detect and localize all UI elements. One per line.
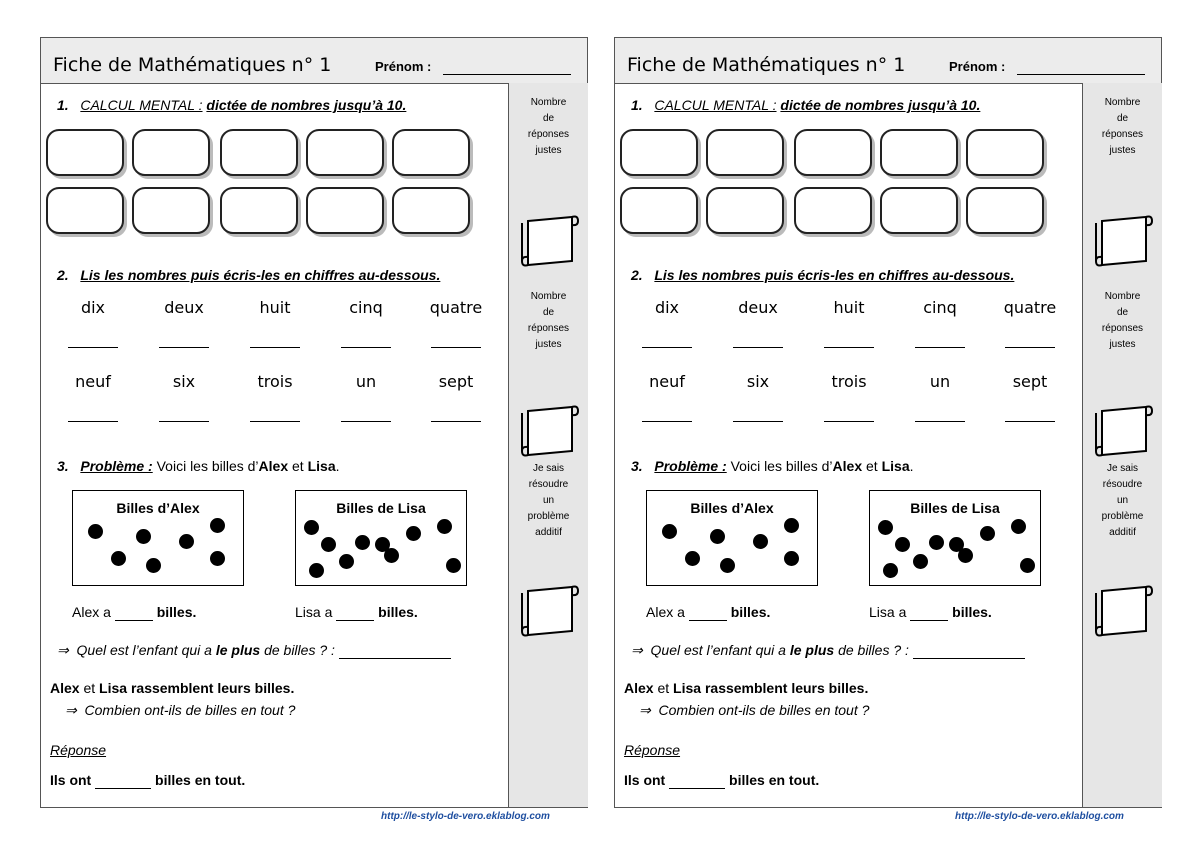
- number-word: neuf: [649, 372, 685, 391]
- prenom-field[interactable]: [443, 74, 571, 75]
- number-word: un: [929, 372, 951, 391]
- digit-answer-line[interactable]: [824, 421, 874, 422]
- marble: [309, 563, 324, 578]
- marble: [136, 529, 151, 544]
- marble: [720, 558, 735, 573]
- name-lisa: Lisa: [673, 680, 702, 696]
- eval-label-line: justes: [535, 339, 562, 350]
- eval-label-line: de: [1116, 307, 1129, 318]
- answer-box[interactable]: [966, 129, 1044, 176]
- marble: [662, 524, 677, 539]
- marble: [878, 520, 893, 535]
- digit-answer-line[interactable]: [341, 421, 391, 422]
- marble: [210, 518, 225, 533]
- problem-intro: Voici les billes d’: [730, 458, 833, 474]
- marble: [437, 519, 452, 534]
- answer-box[interactable]: [880, 187, 958, 234]
- marble: [685, 551, 700, 566]
- arrow-icon: ⇒: [631, 642, 643, 658]
- marble: [88, 524, 103, 539]
- number-word: trois: [257, 372, 293, 391]
- eval-label-line: Nombre: [1104, 97, 1141, 108]
- problem-intro: Voici les billes d’: [156, 458, 259, 474]
- eval-label-line: un: [1116, 495, 1129, 506]
- number-word: cinq: [349, 298, 383, 317]
- question-most: [57, 642, 451, 659]
- digit-answer-line[interactable]: [642, 421, 692, 422]
- question-text: de billes ? :: [264, 642, 335, 658]
- number-word: huit: [833, 298, 865, 317]
- marble: [929, 535, 944, 550]
- answer-box[interactable]: [966, 187, 1044, 234]
- digit-answer-line[interactable]: [824, 347, 874, 348]
- marble: [784, 551, 799, 566]
- marble: [1011, 519, 1026, 534]
- eval-label-line: Nombre: [530, 97, 567, 108]
- section-title-prefix: CALCUL MENTAL :: [80, 97, 203, 113]
- alex-marbles-box: [646, 490, 818, 586]
- eval-label-line: problème: [527, 511, 570, 522]
- answer-box[interactable]: [132, 129, 210, 176]
- scroll-score-icon[interactable]: [520, 583, 580, 639]
- section-number: 2.: [631, 267, 643, 283]
- marble: [895, 537, 910, 552]
- section-title-rest: dictée de nombres jusqu’à 10.: [780, 97, 981, 113]
- answer-box[interactable]: [794, 129, 872, 176]
- digit-answer-line[interactable]: [159, 421, 209, 422]
- section-2-title: [57, 267, 440, 283]
- lisa-a-label: Lisa a: [869, 604, 907, 620]
- conjunction: et: [83, 680, 96, 696]
- digit-answer-line[interactable]: [431, 347, 481, 348]
- answer-sentence: [624, 772, 819, 789]
- digit-answer-line[interactable]: [915, 347, 965, 348]
- conjunction: et: [657, 680, 670, 696]
- section-title: Lis les nombres puis écris-les en chiffres au-dessous.: [654, 267, 1015, 283]
- question-text: Quel est l’enfant qui a: [76, 642, 212, 658]
- lisa-count-line: [295, 604, 418, 621]
- section-title-prefix: CALCUL MENTAL :: [654, 97, 777, 113]
- number-word: huit: [259, 298, 291, 317]
- answer-box[interactable]: [132, 187, 210, 234]
- gather-sentence: [624, 680, 868, 696]
- en-tout-label: billes en tout.: [155, 772, 246, 788]
- question-text: Quel est l’enfant qui a: [650, 642, 786, 658]
- answer-box[interactable]: [392, 129, 470, 176]
- eval-label-line: justes: [1109, 339, 1136, 350]
- number-word: sept: [1012, 372, 1048, 391]
- eval-label-line: de: [542, 307, 555, 318]
- arrow-icon: ⇒: [57, 642, 69, 658]
- ils-ont-label: Ils ont: [50, 772, 92, 788]
- prenom-field[interactable]: [1017, 74, 1145, 75]
- eval-label-line: problème: [1101, 511, 1144, 522]
- page-title: Fiche de Mathématiques n° 1: [53, 54, 332, 76]
- reponse-label: Réponse: [624, 742, 681, 758]
- total-answer-blank[interactable]: [669, 772, 725, 789]
- number-word: sept: [438, 372, 474, 391]
- eval-label-line: de: [1116, 113, 1129, 124]
- number-word: trois: [831, 372, 867, 391]
- section-number: 1.: [631, 97, 643, 113]
- name-alex: Alex: [624, 680, 654, 696]
- eval-label-line: réponses: [527, 323, 570, 334]
- section-3-title: [57, 458, 340, 474]
- eval-label-line: un: [542, 495, 555, 506]
- question-text: Combien ont-ils de billes en tout ?: [658, 702, 870, 718]
- number-word: quatre: [1003, 298, 1057, 317]
- scroll-score-icon[interactable]: [1094, 213, 1154, 269]
- name-alex: Alex: [258, 458, 289, 474]
- marble: [355, 535, 370, 550]
- question-emphasis: le plus: [215, 642, 261, 658]
- marble: [321, 537, 336, 552]
- marble: [980, 526, 995, 541]
- marble: [883, 563, 898, 578]
- marble: [710, 529, 725, 544]
- question-text: de billes ? :: [838, 642, 909, 658]
- marble: [446, 558, 461, 573]
- marble: [913, 554, 928, 569]
- eval-label-line: justes: [1109, 145, 1136, 156]
- answer-box[interactable]: [306, 187, 384, 234]
- section-number: 2.: [57, 267, 69, 283]
- name-alex: Alex: [50, 680, 80, 696]
- eval-label-line: résoudre: [1102, 479, 1143, 490]
- question-total: [639, 702, 869, 719]
- gather-text: rassemblent leurs billes.: [130, 680, 295, 696]
- lisa-count-blank[interactable]: [910, 604, 948, 621]
- alex-marbles-box: [72, 490, 244, 586]
- alex-a-label: Alex a: [72, 604, 111, 620]
- digit-answer-line[interactable]: [68, 347, 118, 348]
- scroll-score-icon[interactable]: [1094, 403, 1154, 459]
- question-total: [65, 702, 295, 719]
- number-word: six: [172, 372, 196, 391]
- marble: [146, 558, 161, 573]
- section-title: Problème :: [80, 458, 153, 474]
- billes-label: billes.: [730, 604, 771, 620]
- marble: [406, 526, 421, 541]
- name-lisa: Lisa: [881, 458, 910, 474]
- name-alex: Alex: [832, 458, 863, 474]
- eval-label-1: [1083, 95, 1162, 159]
- marble: [384, 548, 399, 563]
- number-word: dix: [80, 298, 106, 317]
- conjunction: et: [292, 458, 304, 474]
- section-1-title: [631, 97, 980, 113]
- marble: [179, 534, 194, 549]
- name-lisa: Lisa: [99, 680, 128, 696]
- marble: [339, 554, 354, 569]
- reponse-label: Réponse: [50, 742, 107, 758]
- eval-label-line: réponses: [1101, 129, 1144, 140]
- marble: [111, 551, 126, 566]
- name-lisa: Lisa: [307, 458, 336, 474]
- evaluation-sidebar: [1082, 83, 1162, 807]
- eval-label-line: Je sais: [1106, 463, 1139, 474]
- number-word: deux: [164, 298, 204, 317]
- eval-label-2: [1083, 289, 1162, 353]
- ils-ont-label: Ils ont: [624, 772, 666, 788]
- question-most: [631, 642, 1025, 659]
- footer-link[interactable]: http://le-stylo-de-vero.eklablog.com: [381, 811, 550, 822]
- answer-sentence: [50, 772, 245, 789]
- alex-count-line: [72, 604, 196, 621]
- scroll-score-icon[interactable]: [520, 403, 580, 459]
- number-word: un: [355, 372, 377, 391]
- billes-label: billes.: [952, 604, 992, 620]
- digit-answer-line[interactable]: [733, 347, 783, 348]
- eval-label-line: justes: [535, 145, 562, 156]
- digit-answer-line[interactable]: [1005, 347, 1055, 348]
- punctuation: .: [335, 458, 340, 474]
- punctuation: .: [909, 458, 914, 474]
- footer-link[interactable]: http://le-stylo-de-vero.eklablog.com: [955, 811, 1124, 822]
- section-title: Lis les nombres puis écris-les en chiffres au-dessous.: [80, 267, 441, 283]
- digit-answer-line[interactable]: [341, 347, 391, 348]
- answer-box[interactable]: [880, 129, 958, 176]
- eval-label-line: additif: [1109, 527, 1136, 538]
- digit-answer-line[interactable]: [68, 421, 118, 422]
- section-number: 3.: [631, 458, 643, 474]
- section-1-title: [57, 97, 406, 113]
- evaluation-sidebar: [508, 83, 588, 807]
- digit-answer-line[interactable]: [250, 421, 300, 422]
- section-number: 1.: [57, 97, 69, 113]
- section-title: Problème :: [654, 458, 727, 474]
- answer-box[interactable]: [306, 129, 384, 176]
- alex-a-label: Alex a: [646, 604, 685, 620]
- lisa-count-blank[interactable]: [336, 604, 374, 621]
- total-answer-blank[interactable]: [95, 772, 151, 789]
- answer-box[interactable]: [392, 187, 470, 234]
- worksheet-left: [40, 37, 588, 822]
- digit-answer-line[interactable]: [431, 421, 481, 422]
- marble: [784, 518, 799, 533]
- number-word: dix: [654, 298, 680, 317]
- alex-count-blank[interactable]: [689, 604, 727, 621]
- header-bar: [615, 38, 1161, 84]
- answer-box[interactable]: [706, 129, 784, 176]
- digit-answer-line[interactable]: [733, 421, 783, 422]
- most-answer-blank[interactable]: [339, 642, 451, 659]
- page-title: Fiche de Mathématiques n° 1: [627, 54, 906, 76]
- answer-box[interactable]: [706, 187, 784, 234]
- worksheet-right: [614, 37, 1162, 822]
- digit-answer-line[interactable]: [642, 347, 692, 348]
- en-tout-label: billes en tout.: [729, 772, 820, 788]
- lisa-count-line: [869, 604, 992, 621]
- lisa-box-title: Billes de Lisa: [910, 500, 1000, 516]
- question-text: Combien ont-ils de billes en tout ?: [84, 702, 296, 718]
- billes-label: billes.: [156, 604, 197, 620]
- eval-label-line: de: [542, 113, 555, 124]
- number-word: quatre: [429, 298, 483, 317]
- scroll-score-icon[interactable]: [520, 213, 580, 269]
- eval-label-1: [509, 95, 588, 159]
- arrow-icon: ⇒: [65, 702, 77, 718]
- lisa-marbles-box: [869, 490, 1041, 586]
- conjunction: et: [866, 458, 878, 474]
- digit-answer-line[interactable]: [1005, 421, 1055, 422]
- eval-label-2: [509, 289, 588, 353]
- digit-answer-line[interactable]: [250, 347, 300, 348]
- prenom-label: Prénom :: [375, 59, 432, 74]
- eval-label-line: Je sais: [532, 463, 565, 474]
- lisa-a-label: Lisa a: [295, 604, 333, 620]
- answer-box[interactable]: [46, 187, 124, 234]
- alex-count-line: [646, 604, 770, 621]
- answer-box[interactable]: [220, 187, 298, 234]
- marble: [304, 520, 319, 535]
- eval-label-line: additif: [535, 527, 562, 538]
- section-2-title: [631, 267, 1014, 283]
- answer-box[interactable]: [220, 129, 298, 176]
- number-word: cinq: [923, 298, 957, 317]
- number-word: six: [746, 372, 770, 391]
- question-emphasis: le plus: [789, 642, 835, 658]
- eval-label-3: [1083, 461, 1162, 541]
- section-number: 3.: [57, 458, 69, 474]
- answer-box[interactable]: [46, 129, 124, 176]
- eval-label-3: [509, 461, 588, 541]
- lisa-box-title: Billes de Lisa: [336, 500, 426, 516]
- header-bar: [41, 38, 587, 84]
- eval-label-line: résoudre: [528, 479, 569, 490]
- digit-answer-line[interactable]: [159, 347, 209, 348]
- eval-label-line: réponses: [527, 129, 570, 140]
- alex-box-title: Billes d’Alex: [690, 500, 774, 516]
- alex-box-title: Billes d’Alex: [116, 500, 200, 516]
- arrow-icon: ⇒: [639, 702, 651, 718]
- number-word: neuf: [75, 372, 111, 391]
- section-3-title: [631, 458, 914, 474]
- answer-box[interactable]: [620, 129, 698, 176]
- marble: [753, 534, 768, 549]
- most-answer-blank[interactable]: [913, 642, 1025, 659]
- answer-box[interactable]: [620, 187, 698, 234]
- marble: [1020, 558, 1035, 573]
- section-title-rest: dictée de nombres jusqu’à 10.: [206, 97, 407, 113]
- scroll-score-icon[interactable]: [1094, 583, 1154, 639]
- eval-label-line: réponses: [1101, 323, 1144, 334]
- marble: [958, 548, 973, 563]
- number-word: deux: [738, 298, 778, 317]
- lisa-marbles-box: [295, 490, 467, 586]
- billes-label: billes.: [378, 604, 418, 620]
- gather-text: rassemblent leurs billes.: [704, 680, 869, 696]
- digit-answer-line[interactable]: [915, 421, 965, 422]
- prenom-label: Prénom :: [949, 59, 1006, 74]
- answer-box[interactable]: [794, 187, 872, 234]
- alex-count-blank[interactable]: [115, 604, 153, 621]
- marble: [210, 551, 225, 566]
- eval-label-line: Nombre: [1104, 291, 1141, 302]
- eval-label-line: Nombre: [530, 291, 567, 302]
- gather-sentence: [50, 680, 294, 696]
